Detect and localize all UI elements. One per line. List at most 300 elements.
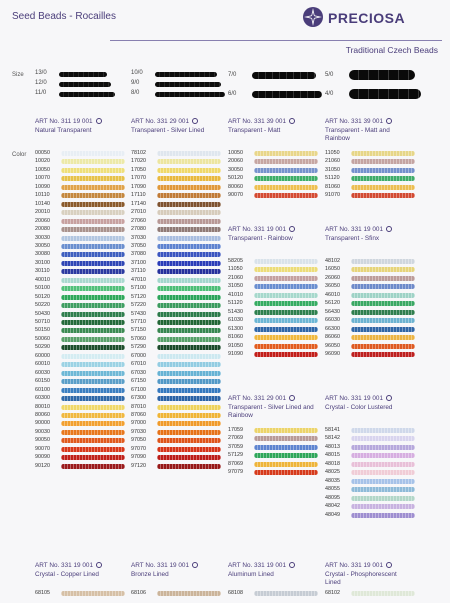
bead-swatch — [157, 464, 221, 469]
bead-swatch — [254, 259, 318, 264]
bead-swatch — [351, 591, 415, 596]
color-code: 87010 — [131, 403, 146, 410]
bead-swatch — [157, 362, 221, 367]
bead-swatch — [351, 310, 415, 315]
bead-swatch — [157, 185, 221, 190]
bead-row — [35, 411, 127, 420]
bead-swatch — [157, 388, 221, 393]
color-code: 90090 — [35, 454, 50, 461]
article-number-text: ART No. 331 19 001 — [325, 395, 384, 402]
color-code: 10070 — [35, 175, 50, 182]
bead-swatch — [61, 345, 125, 350]
color-code: 81060 — [228, 334, 243, 341]
bead-swatch — [157, 379, 221, 384]
bead-row — [131, 267, 223, 276]
bead-swatch — [254, 185, 318, 190]
bead-swatch — [157, 151, 221, 156]
size-row — [131, 70, 231, 79]
bead-row — [131, 293, 223, 302]
bead-swatch — [254, 327, 318, 332]
bead-swatch — [157, 159, 221, 164]
size-row — [131, 90, 231, 99]
color-code: 51430 — [228, 308, 243, 315]
bead-strand — [349, 89, 421, 99]
bead-swatch — [254, 445, 318, 450]
section-name: Transparent - Sfinx — [325, 235, 380, 242]
bead-swatch — [157, 337, 221, 342]
bead-swatch — [351, 318, 415, 323]
color-code: 97030 — [131, 428, 146, 435]
bead-row — [228, 274, 320, 283]
bead-row — [131, 166, 223, 175]
color-code: 30050 — [228, 166, 243, 173]
color-code: 57430 — [131, 310, 146, 317]
color-code: 57290 — [131, 344, 146, 351]
bead-row — [228, 308, 320, 317]
color-code: 60010 — [35, 361, 50, 368]
bead-swatch — [351, 470, 415, 475]
color-code: 31050 — [325, 166, 340, 173]
color-code: 48035 — [325, 477, 340, 484]
section-article-number — [325, 226, 392, 234]
bead-row — [131, 386, 223, 395]
color-code: 78102 — [131, 150, 146, 156]
bead-row — [131, 589, 223, 598]
bead-strand — [252, 91, 322, 98]
color-code: 57100 — [131, 285, 146, 292]
bead-row — [228, 291, 320, 300]
color-code: 48049 — [325, 511, 340, 518]
bead-swatch — [61, 362, 125, 367]
bead-row — [228, 257, 320, 266]
section-article-number — [325, 395, 392, 403]
bead-row — [35, 377, 127, 386]
color-code: 97070 — [131, 445, 146, 452]
bead-swatch — [254, 428, 318, 433]
color-code: 48042 — [325, 503, 340, 510]
color-code: 66300 — [325, 325, 340, 332]
color-code: 51120 — [325, 175, 340, 182]
color-code: 10020 — [35, 158, 50, 165]
bead-row — [325, 451, 417, 460]
bead-row — [131, 411, 223, 420]
bead-row — [131, 157, 223, 166]
bead-row — [325, 333, 417, 342]
bead-row — [325, 282, 417, 291]
bead-swatch — [157, 354, 221, 359]
color-code: 27010 — [131, 209, 146, 216]
bead-swatch — [157, 261, 221, 266]
section-name: Transparent - Rainbow — [228, 235, 293, 242]
bead-swatch — [351, 151, 415, 156]
color-code: 90070 — [35, 445, 50, 452]
bead-row — [131, 369, 223, 378]
color-code: 10140 — [35, 200, 50, 207]
bead-swatch — [157, 421, 221, 426]
color-code: 48095 — [325, 494, 340, 501]
color-code: 21060 — [325, 158, 340, 165]
bead-strand — [155, 92, 225, 97]
bead-swatch — [351, 513, 415, 518]
size-row — [35, 80, 135, 89]
section-article-number — [228, 395, 295, 403]
size-label: Size — [12, 72, 24, 78]
bead-swatch — [351, 159, 415, 164]
bead-row — [35, 149, 127, 158]
bead-swatch — [61, 227, 125, 232]
bead-swatch — [157, 371, 221, 376]
color-code: 30050 — [35, 242, 50, 249]
size-code: 4/0 — [325, 91, 334, 97]
bead-row — [131, 149, 223, 158]
size-code: 13/0 — [35, 70, 47, 76]
bead-row — [228, 589, 320, 598]
bead-swatch — [254, 176, 318, 181]
bead-row — [325, 502, 417, 511]
color-code: 80060 — [35, 411, 50, 418]
bead-row — [131, 276, 223, 285]
bead-row — [325, 299, 417, 308]
bead-row — [325, 426, 417, 435]
article-number-text: ART No. 331 39 001 — [228, 118, 287, 125]
bead-row — [228, 191, 320, 200]
color-code: 90000 — [35, 420, 50, 427]
color-code: 40010 — [35, 276, 50, 283]
bead-row — [131, 428, 223, 437]
color-code: 61300 — [228, 325, 243, 332]
color-code: 20060 — [228, 158, 243, 165]
bead-row — [131, 419, 223, 428]
bead-swatch — [61, 312, 125, 317]
bead-row — [325, 468, 417, 477]
bead-swatch — [157, 455, 221, 460]
color-code: 27060 — [131, 217, 146, 224]
color-code: 17020 — [131, 158, 146, 165]
bead-swatch — [157, 236, 221, 241]
bead-swatch — [157, 328, 221, 333]
bead-row — [35, 191, 127, 200]
color-code: 50150 — [35, 327, 50, 334]
color-code: 11050 — [228, 266, 243, 273]
size-code: 6/0 — [228, 91, 237, 97]
bead-row — [35, 259, 127, 268]
bead-row — [131, 310, 223, 319]
bead-row — [228, 350, 320, 359]
color-code: 67010 — [131, 361, 146, 368]
color-code: 17140 — [131, 200, 146, 207]
bead-swatch — [157, 252, 221, 257]
color-code: 00050 — [35, 150, 50, 156]
bead-row — [131, 352, 223, 361]
bead-row — [35, 436, 127, 445]
bead-row — [131, 217, 223, 226]
bead-strand — [59, 92, 115, 97]
bead-row — [228, 434, 320, 443]
bead-row — [325, 316, 417, 325]
bead-swatch — [254, 276, 318, 281]
bead-swatch — [254, 151, 318, 156]
color-code: 97120 — [131, 462, 146, 469]
size-row — [35, 70, 135, 79]
bead-row — [228, 174, 320, 183]
section-name: Crystal - Copper Lined — [35, 571, 99, 578]
section-name: Transparent - Matt and Rainbow — [325, 127, 390, 142]
color-code: 50120 — [35, 293, 50, 300]
bead-row — [228, 149, 320, 158]
bead-swatch — [61, 236, 125, 241]
bead-swatch — [157, 396, 221, 401]
color-code: 67000 — [131, 352, 146, 359]
bead-row — [131, 242, 223, 251]
bead-row — [131, 183, 223, 192]
color-code: 97050 — [131, 437, 146, 444]
size-code: 12/0 — [35, 80, 47, 86]
bead-swatch — [61, 337, 125, 342]
brand-logo — [302, 6, 442, 28]
bead-swatch — [351, 176, 415, 181]
bead-row — [35, 419, 127, 428]
color-code: 50290 — [35, 344, 50, 351]
color-code: 90030 — [35, 428, 50, 435]
bead-swatch — [157, 447, 221, 452]
bead-swatch — [254, 193, 318, 198]
bead-swatch — [61, 295, 125, 300]
color-code: 60150 — [35, 378, 50, 385]
bead-row — [131, 360, 223, 369]
bead-row — [325, 443, 417, 452]
bead-row — [325, 265, 417, 274]
bead-row — [325, 460, 417, 469]
color-code: 10090 — [35, 183, 50, 190]
bead-row — [325, 291, 417, 300]
color-code: 67300 — [131, 395, 146, 402]
color-code: 30080 — [35, 251, 50, 258]
section-name: Transparent - Matt — [228, 127, 281, 134]
bead-row — [131, 453, 223, 462]
color-code: 27069 — [228, 435, 243, 442]
bead-row — [35, 250, 127, 259]
color-code: 37030 — [131, 234, 146, 241]
bead-row — [35, 301, 127, 310]
section-article-number — [131, 562, 198, 570]
bead-row — [131, 208, 223, 217]
bead-row — [131, 326, 223, 335]
bead-swatch — [61, 396, 125, 401]
color-code: 30100 — [35, 259, 50, 266]
color-code: 10050 — [35, 166, 50, 173]
bead-row — [35, 326, 127, 335]
bead-swatch — [351, 185, 415, 190]
bead-row — [228, 468, 320, 477]
color-code: 57129 — [228, 452, 243, 459]
bead-swatch — [254, 591, 318, 596]
bead-swatch — [351, 327, 415, 332]
brand-name: PRECIOSA — [328, 10, 406, 26]
bead-swatch — [157, 244, 221, 249]
circle-mark-icon — [289, 395, 295, 401]
bead-row — [131, 259, 223, 268]
bead-row — [325, 308, 417, 317]
section-name: Transparent - Silver Lined and Rainbow — [228, 404, 314, 419]
bead-row — [325, 166, 417, 175]
bead-row — [325, 183, 417, 192]
bead-swatch — [61, 328, 125, 333]
color-code: 20010 — [35, 209, 50, 216]
bead-swatch — [157, 430, 221, 435]
color-code: 58141 — [325, 427, 340, 433]
bead-swatch — [254, 267, 318, 272]
bead-row — [131, 403, 223, 412]
bead-strand — [155, 82, 221, 87]
bead-swatch — [61, 413, 125, 418]
bead-swatch — [61, 430, 125, 435]
color-code: 66030 — [325, 317, 340, 324]
bead-row — [131, 284, 223, 293]
color-code: 30110 — [35, 268, 50, 275]
bead-row — [325, 274, 417, 283]
color-code: 37100 — [131, 259, 146, 266]
bead-swatch — [157, 278, 221, 283]
bead-row — [325, 149, 417, 158]
color-code: 10110 — [35, 192, 50, 199]
color-code: 50120 — [228, 175, 243, 182]
color-code: 67030 — [131, 369, 146, 376]
bead-row — [325, 350, 417, 359]
size-code: 5/0 — [325, 72, 334, 78]
bead-swatch — [157, 295, 221, 300]
bead-row — [325, 157, 417, 166]
bead-row — [325, 485, 417, 494]
bead-swatch — [351, 335, 415, 340]
color-code: 26060 — [325, 274, 340, 281]
bead-swatch — [157, 202, 221, 207]
color-code: 48013 — [325, 443, 340, 450]
color-code: 37110 — [131, 268, 146, 275]
bead-swatch — [61, 421, 125, 426]
catalog-title: Seed Beads - Rocailles — [12, 11, 116, 22]
bead-swatch — [157, 193, 221, 198]
size-code: 10/0 — [131, 70, 143, 76]
bead-row — [325, 589, 417, 598]
section-article-number — [325, 118, 392, 126]
color-code: 68102 — [325, 590, 340, 596]
bead-swatch — [157, 345, 221, 350]
size-code: 9/0 — [131, 80, 140, 86]
bead-swatch — [61, 405, 125, 410]
section-article-number — [228, 562, 295, 570]
color-code: 58205 — [228, 258, 243, 264]
bead-swatch — [61, 261, 125, 266]
bead-strand — [252, 72, 316, 79]
color-code: 90050 — [35, 437, 50, 444]
circle-mark-icon — [289, 226, 295, 232]
bead-row — [228, 342, 320, 351]
size-row — [131, 80, 231, 89]
color-code: 17090 — [131, 183, 146, 190]
circle-mark-icon — [289, 118, 295, 124]
size-row — [325, 72, 425, 81]
bead-row — [35, 310, 127, 319]
bead-row — [131, 301, 223, 310]
bead-swatch — [351, 436, 415, 441]
bead-row — [228, 316, 320, 325]
bead-swatch — [351, 479, 415, 484]
bead-row — [35, 284, 127, 293]
color-code: 27080 — [131, 226, 146, 233]
article-number-text: ART No. 331 39 001 — [325, 118, 384, 125]
color-code: 67100 — [131, 386, 146, 393]
size-row — [228, 91, 328, 100]
bead-swatch — [61, 354, 125, 359]
bead-swatch — [157, 227, 221, 232]
bead-swatch — [157, 312, 221, 317]
color-code: 46010 — [325, 291, 340, 298]
color-code: 57150 — [131, 327, 146, 334]
bead-strand — [349, 70, 415, 80]
color-code: 87060 — [131, 411, 146, 418]
color-code: 91090 — [228, 350, 243, 357]
bead-row — [35, 242, 127, 251]
color-code: 96050 — [325, 342, 340, 349]
bead-swatch — [61, 244, 125, 249]
color-code: 48055 — [325, 486, 340, 493]
color-code: 36050 — [325, 283, 340, 290]
bead-row — [325, 342, 417, 351]
color-code: 48018 — [325, 460, 340, 467]
bead-swatch — [61, 464, 125, 469]
bead-row — [131, 343, 223, 352]
color-code: 50710 — [35, 319, 50, 325]
article-number-text: ART No. 331 29 001 — [228, 395, 287, 402]
color-code: 57220 — [131, 302, 146, 309]
bead-row — [35, 335, 127, 344]
bead-swatch — [157, 286, 221, 291]
color-code: 50100 — [35, 285, 50, 292]
circle-mark-icon — [192, 118, 198, 124]
bead-swatch — [61, 168, 125, 173]
bead-swatch — [254, 159, 318, 164]
bead-swatch — [254, 293, 318, 298]
bead-row — [228, 299, 320, 308]
bead-swatch — [61, 455, 125, 460]
bead-swatch — [61, 151, 125, 156]
bead-swatch — [61, 303, 125, 308]
bead-swatch — [254, 335, 318, 340]
bead-swatch — [61, 185, 125, 190]
bead-swatch — [254, 453, 318, 458]
color-code: 91070 — [325, 192, 340, 199]
bead-row — [35, 589, 127, 598]
circle-mark-icon — [96, 562, 102, 568]
bead-row — [131, 250, 223, 259]
section-name: Natural Transparent — [35, 127, 92, 134]
color-code: 87069 — [228, 460, 243, 467]
bead-swatch — [351, 462, 415, 467]
bead-swatch — [351, 504, 415, 509]
color-code: 56430 — [325, 308, 340, 315]
bead-row — [35, 166, 127, 175]
bead-row — [228, 157, 320, 166]
color-code: 60300 — [35, 395, 50, 402]
circle-mark-icon — [386, 226, 392, 232]
bead-swatch — [61, 202, 125, 207]
color-code: 56120 — [325, 300, 340, 307]
bead-swatch — [157, 303, 221, 308]
bead-swatch — [157, 405, 221, 410]
bead-row — [228, 443, 320, 452]
color-code: 68105 — [35, 590, 50, 596]
section-article-number — [228, 226, 295, 234]
